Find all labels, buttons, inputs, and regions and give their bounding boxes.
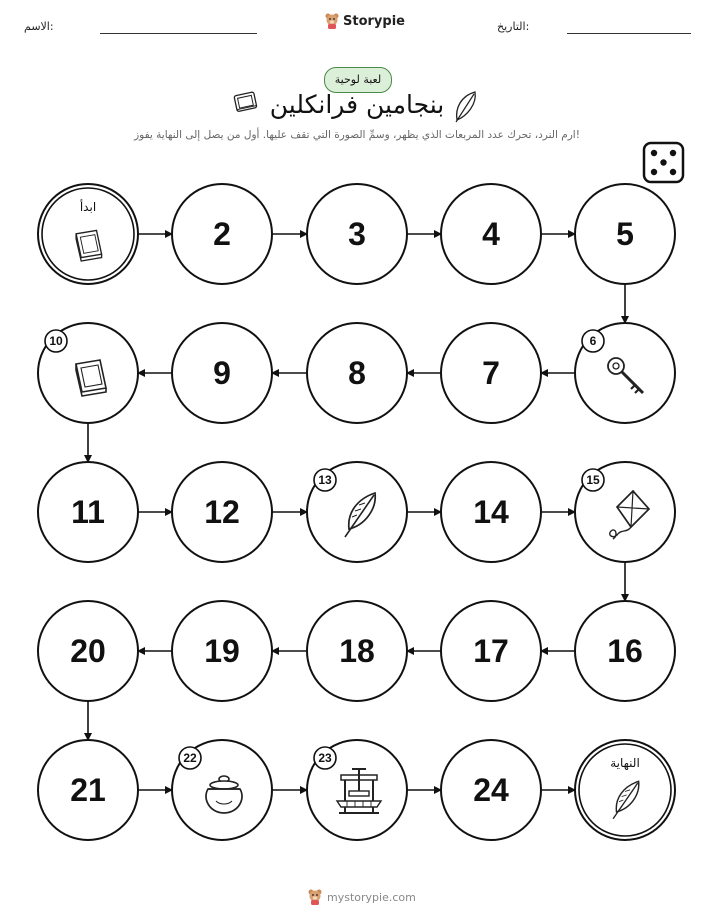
cell-number: 20 bbox=[70, 633, 106, 669]
game-badge: لعبة لوحية bbox=[324, 67, 392, 93]
dice-icon bbox=[644, 143, 683, 182]
cell-number-badge: 10 bbox=[49, 334, 63, 348]
board-cell-10 bbox=[38, 323, 138, 423]
board-cell-24 bbox=[441, 740, 541, 840]
cell-number: 17 bbox=[473, 633, 509, 669]
brand-name: Storypie bbox=[343, 13, 405, 29]
board-cell-2 bbox=[172, 184, 272, 284]
feather-icon bbox=[456, 92, 475, 122]
board-cell-11 bbox=[38, 462, 138, 562]
board-cell-5 bbox=[575, 184, 675, 284]
board-cell-3 bbox=[307, 184, 407, 284]
cell-number-badge: 23 bbox=[318, 751, 332, 765]
finish-label: النهاية bbox=[610, 756, 640, 770]
board-cell-14 bbox=[441, 462, 541, 562]
board-cell-18 bbox=[307, 601, 407, 701]
cell-number-badge: 6 bbox=[589, 334, 597, 348]
board-cell-17 bbox=[441, 601, 541, 701]
start-label: ابدأ bbox=[79, 200, 97, 214]
date-label: التاريخ: bbox=[497, 20, 530, 33]
board-cell-12 bbox=[172, 462, 272, 562]
board-cell-23 bbox=[307, 740, 407, 840]
cell-number: 5 bbox=[616, 216, 634, 252]
board-cell-7 bbox=[441, 323, 541, 423]
cell-number: 19 bbox=[204, 633, 240, 669]
cell-number: 2 bbox=[213, 216, 231, 252]
cell-number: 14 bbox=[473, 494, 509, 530]
cell-number: 24 bbox=[473, 772, 509, 808]
board-cell-4 bbox=[441, 184, 541, 284]
board-cell-25 bbox=[575, 740, 675, 840]
board-cell-1 bbox=[38, 184, 138, 284]
board-cell-13 bbox=[307, 462, 407, 562]
footer-url: mystorypie.com bbox=[327, 890, 416, 904]
bear-mascot-icon bbox=[308, 889, 322, 905]
board-cell-20 bbox=[38, 601, 138, 701]
book-icon bbox=[234, 92, 257, 112]
cell-number: 8 bbox=[348, 355, 366, 391]
board-cell-8 bbox=[307, 323, 407, 423]
instructions: ارم النرد، تحرك عدد المربعات الذي يظهر، وسمِّ الصورة التي تقف عليها. أول من يصل إلى النهاية يفوز! bbox=[134, 129, 580, 141]
board-cell-19 bbox=[172, 601, 272, 701]
board-cell-9 bbox=[172, 323, 272, 423]
cell-number: 12 bbox=[204, 494, 240, 530]
board-cell-21 bbox=[38, 740, 138, 840]
page-title: بنجامين فرانكلين bbox=[269, 90, 445, 119]
cell-number-badge: 15 bbox=[586, 473, 600, 487]
cell-number: 18 bbox=[339, 633, 375, 669]
board-cell-22 bbox=[172, 740, 272, 840]
cell-number: 16 bbox=[607, 633, 643, 669]
cell-number: 3 bbox=[348, 216, 366, 252]
cell-number: 11 bbox=[71, 494, 105, 530]
board-cell-15 bbox=[575, 462, 675, 562]
board-cells bbox=[38, 184, 675, 840]
name-label: الاسم: bbox=[24, 20, 54, 33]
cell-number: 4 bbox=[482, 216, 500, 252]
footer bbox=[308, 889, 416, 905]
cell-number-badge: 13 bbox=[318, 473, 332, 487]
board-cell-16 bbox=[575, 601, 675, 701]
cell-number: 9 bbox=[213, 355, 231, 391]
cell-number: 21 bbox=[70, 772, 106, 808]
board-cell-6 bbox=[575, 323, 675, 423]
cell-number: 7 bbox=[482, 355, 500, 391]
cell-number-badge: 22 bbox=[183, 751, 197, 765]
